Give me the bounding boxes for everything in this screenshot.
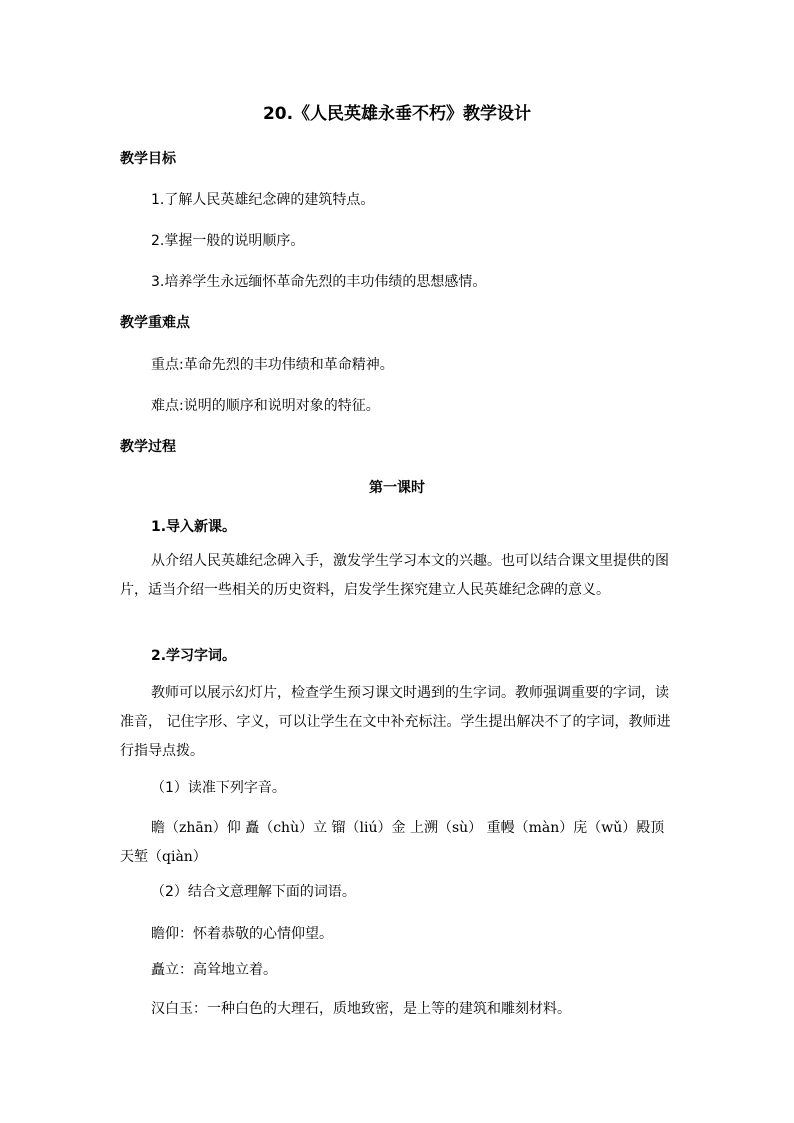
step2-sub1: （1）读准下列字音。 <box>151 780 286 796</box>
vocab-item-1: 瞻仰：怀着恭敬的心情仰望。 <box>151 926 333 942</box>
lesson-label: 第一课时 <box>369 480 425 496</box>
section-heading-key-points: 教学重难点 <box>120 315 190 331</box>
vocab-item-2: 矗立：高耸地立着。 <box>151 962 277 978</box>
step2-text: 教师可以展示幻灯片，检查学生预习课文时遇到的生字词。教师强调重要的字词，读准音， 记住字形、字义，可以让学生在文中补充标注。学生提出解决不了的字词，教师进行指导点拨。 <box>120 685 671 759</box>
step1-title: 1.导入新课。 <box>151 519 237 535</box>
document-title: 20.《人民英雄永垂不朽》教学设计 <box>262 104 532 124</box>
goal-item-3: 3.培养学生永远缅怀革命先烈的丰功伟绩的思想感情。 <box>151 274 487 290</box>
key-point-difficulty: 难点:说明的顺序和说明对象的特征。 <box>151 398 380 414</box>
step2-sub2: （2）结合文意理解下面的词语。 <box>151 884 356 900</box>
goal-item-1: 1.了解人民英雄纪念碑的建筑特点。 <box>151 192 375 208</box>
pinyin-list: 瞻（zhān）仰 矗（chù）立 镏（liú）金 上溯（sù） 重幔（màn）庑（wǔ）殿顶 天堑（qiàn） <box>120 820 665 865</box>
key-point-focus: 重点:革命先烈的丰功伟绩和革命精神。 <box>151 357 394 373</box>
vocab-item-3: 汉白玉：一种白色的大理石，质地致密，是上等的建筑和雕刻材料。 <box>151 1001 571 1017</box>
section-heading-process: 教学过程 <box>120 439 176 455</box>
goal-item-2: 2.掌握一般的说明顺序。 <box>151 233 305 249</box>
section-heading-goals: 教学目标 <box>120 151 176 167</box>
step2-title: 2.学习字词。 <box>151 648 237 664</box>
step1-text: 从介绍人民英雄纪念碑入手，激发学生学习本文的兴趣。也可以结合课文里提供的图片，适当介绍一些相关的历史资料，启发学生探究建立人民英雄纪念碑的意义。 <box>120 553 669 598</box>
